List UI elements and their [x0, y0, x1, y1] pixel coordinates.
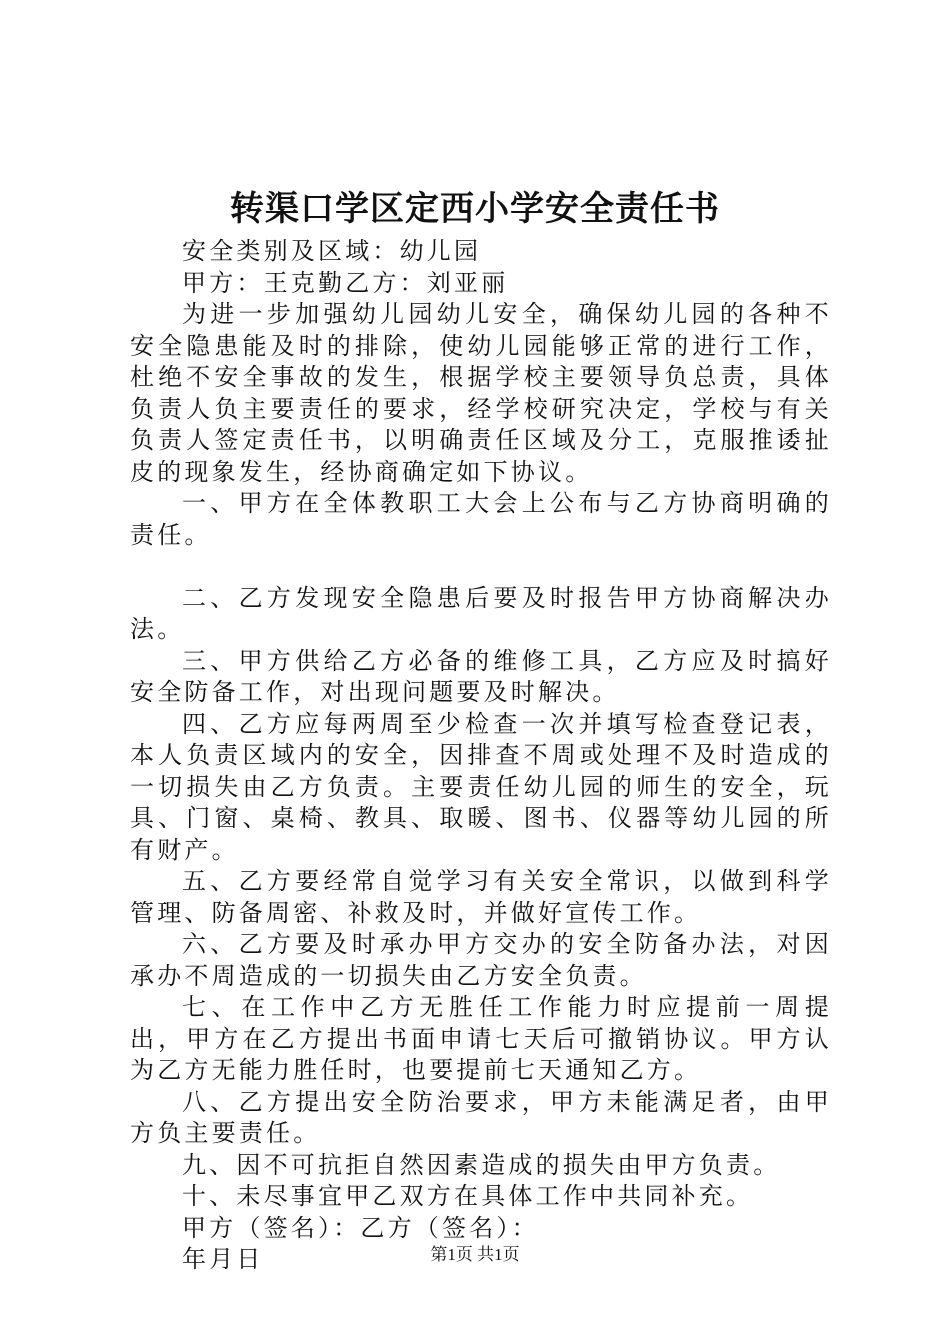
category-line: 安全类别及区域：幼儿园 — [182, 237, 482, 265]
document-title: 转渠口学区定西小学安全责任书 — [230, 189, 720, 229]
clause-3: 三、甲方供给乙方必备的维修工具，乙方应及时搞好安全防备工作，对出现问题要及时解决。 — [130, 646, 832, 706]
clause-2: 二、乙方发现安全隐患后要及时报告甲方协商解决办法。 — [130, 583, 832, 643]
clause-6: 六、乙方要及时承办甲方交办的安全防备办法，对因承办不周造成的一切损失由乙方安全负责。 — [130, 930, 832, 990]
page-footer: 第1页 共1页 — [430, 1245, 520, 1264]
signature-line: 甲方（签名）：乙方（签名）： — [182, 1213, 539, 1242]
clause-4: 四、乙方应每两周至少检查一次并填写检查登记表，本人负责区域内的安全，因排查不周或处理不及时造成的一切损失由乙方负责。主要责任幼儿园的师生的安全，玩具、门窗、桌椅、教具、取暖、图书、仪器等幼儿园的所有财产。 — [130, 709, 832, 864]
clause-9: 九、因不可抗拒自然因素造成的损失由甲方负责。 — [182, 1150, 781, 1179]
clause-8: 八、乙方提出安全防治要求，甲方未能满足者，由甲方负主要责任。 — [130, 1087, 832, 1147]
clause-1: 一、甲方在全体教职工大会上公布与乙方协商明确的责任。 — [130, 489, 832, 549]
document-body — [130, 236, 832, 1276]
clause-7: 七、在工作中乙方无胜任工作能力时应提前一周提出，甲方在乙方提出书面申请七天后可撤销协议。甲方认为乙方无能力胜任时，也要提前七天通知乙方。 — [130, 993, 832, 1084]
intro-paragraph: 为进一步加强幼儿园幼儿安全，确保幼儿园的各种不安全隐患能及时的排除，使幼儿园能够正常的进行工作，杜绝不安全事故的发生，根据学校主要领导负总责，具体负责人负主要责任的要求，经学校研究决定，学校与有关负责人签定责任书，以明确责任区域及分工，克服推诿扯皮的现象发生，经协商确定如下协议。 — [130, 300, 832, 486]
clause-5: 五、乙方要经常自觉学习有关安全常识，以做到科学管理、防备周密、补救及时，并做好宣传工作。 — [130, 867, 832, 927]
parties-line: 甲方：王克勤乙方：刘亚丽 — [182, 268, 509, 297]
date-line: 年月日 — [182, 1245, 264, 1273]
clause-10: 十、未尽事宜甲乙双方在具体工作中共同补充。 — [182, 1182, 754, 1210]
